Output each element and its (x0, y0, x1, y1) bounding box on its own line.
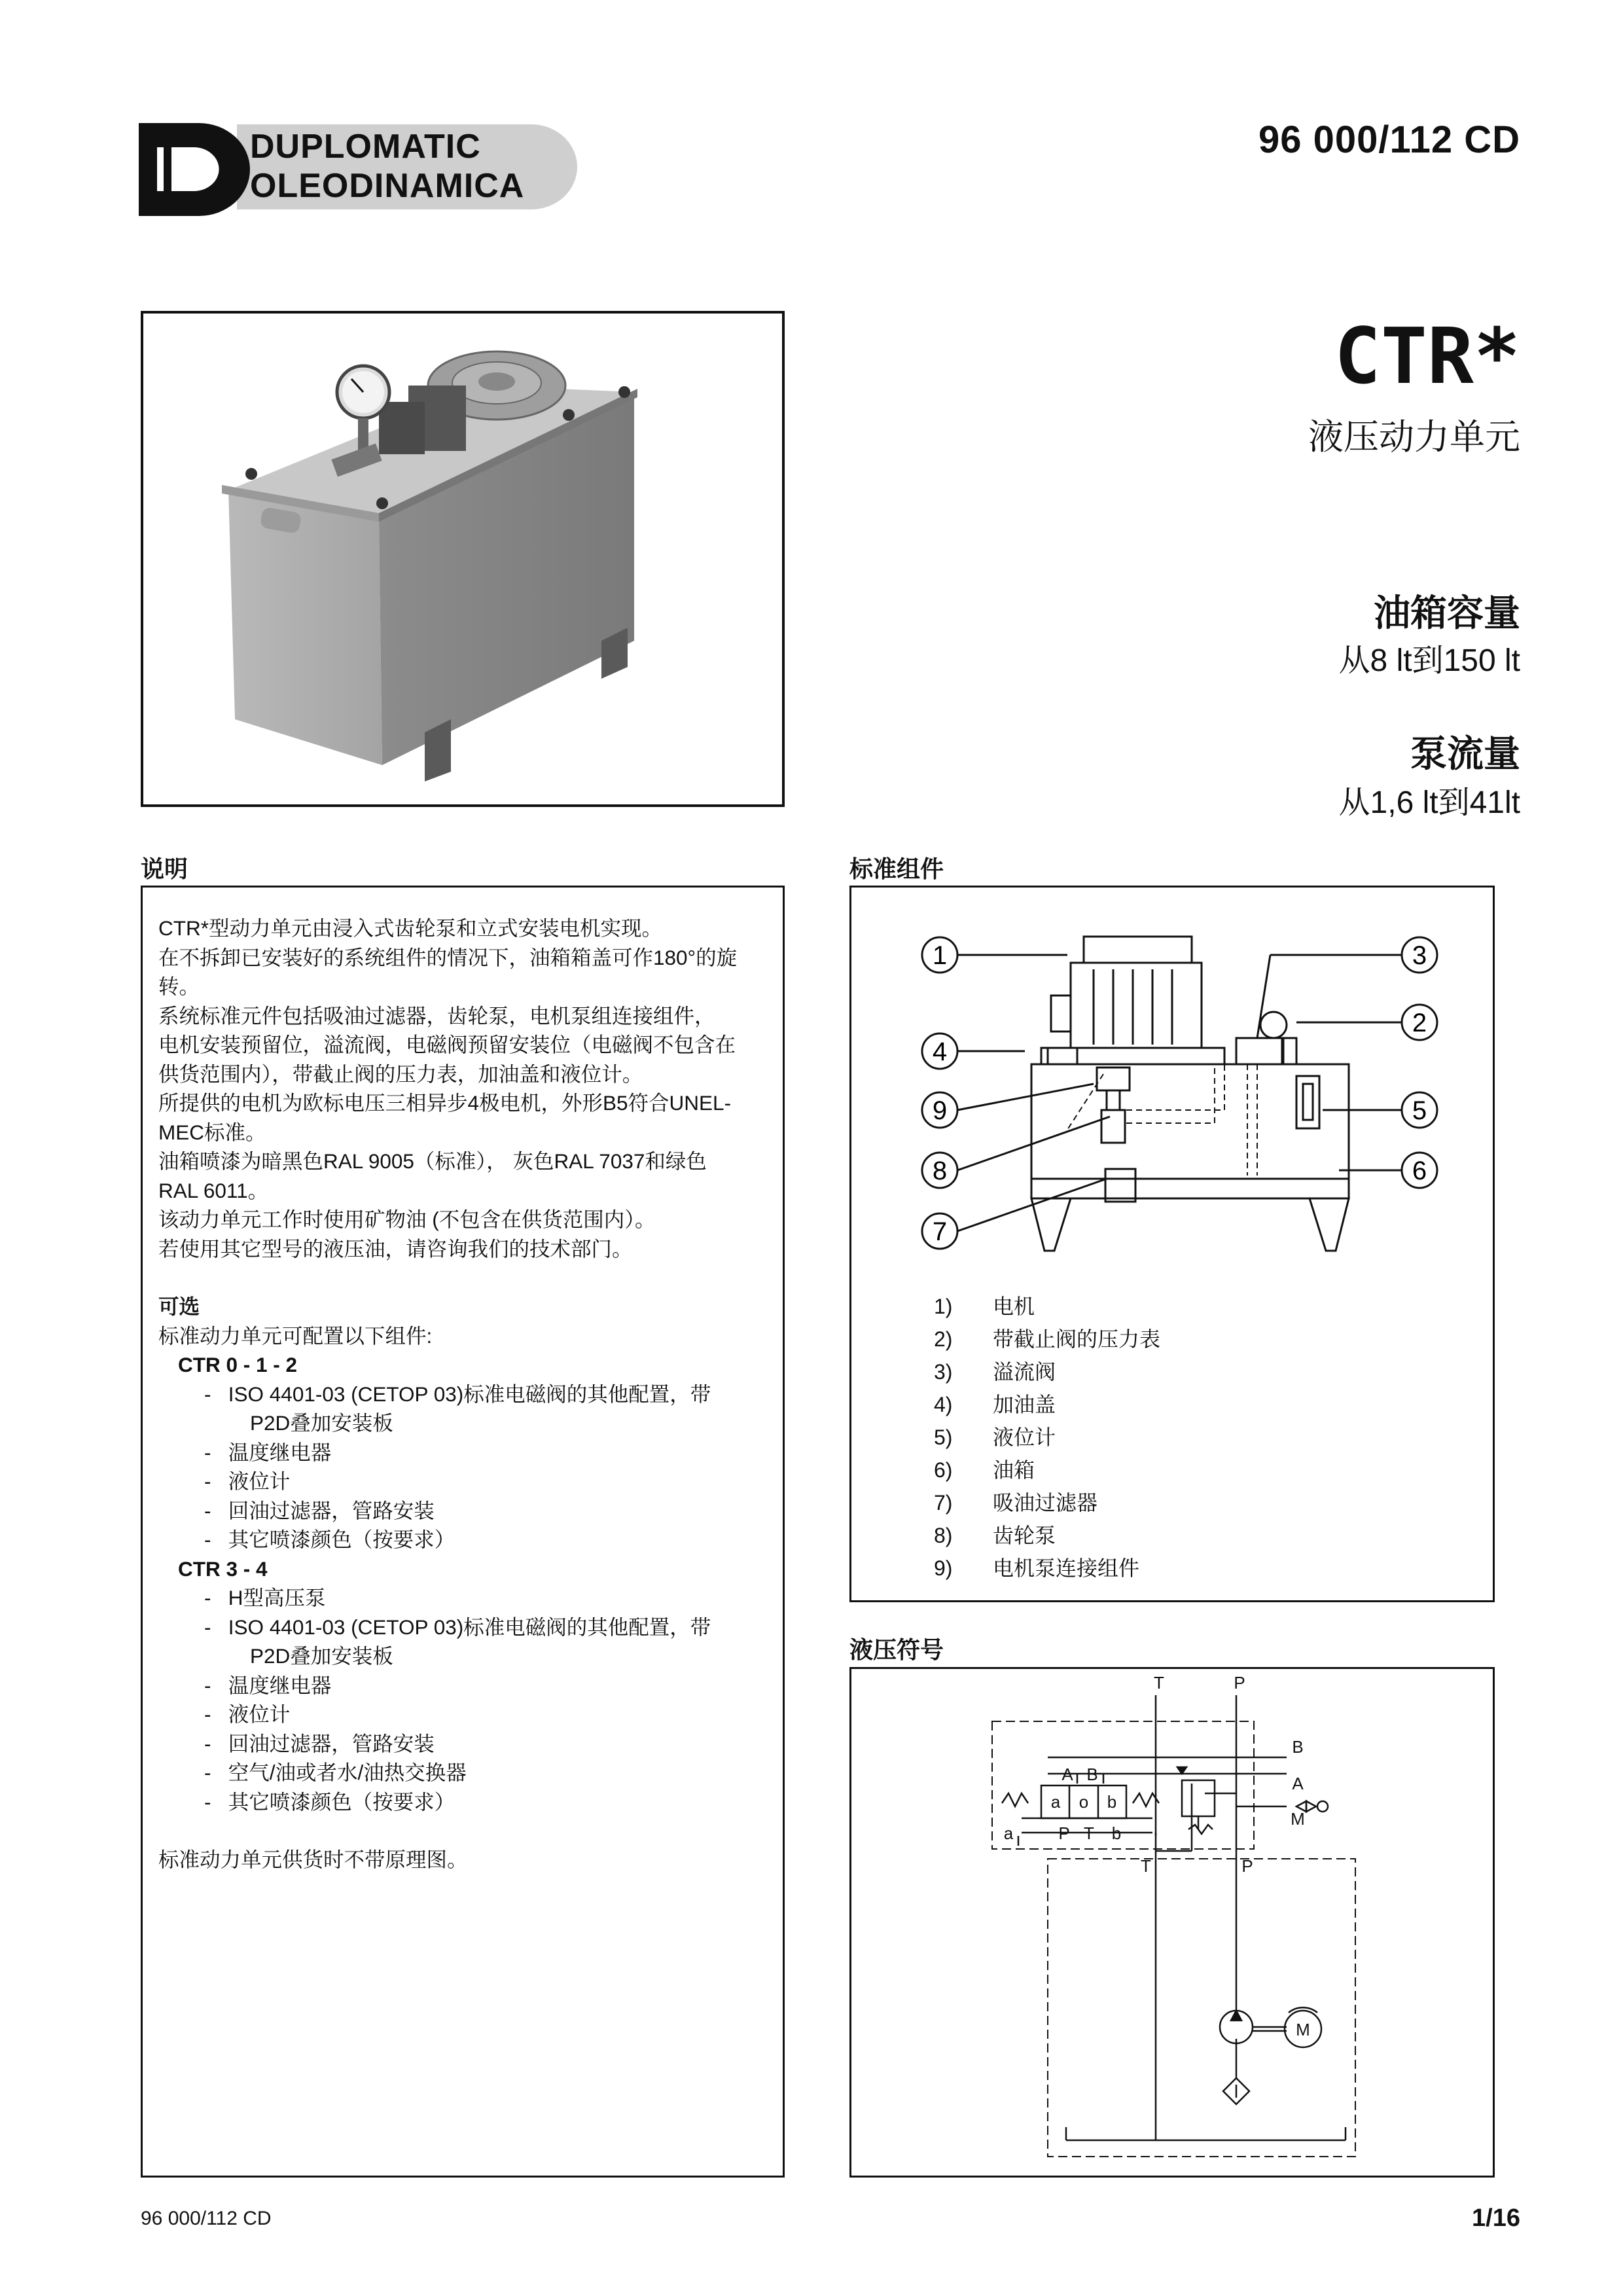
component-item: 2) 带截止阀的压力表 (934, 1327, 1161, 1351)
label-T-valve: T (1084, 1823, 1094, 1843)
callout-7: 7 (932, 1217, 948, 1246)
component-item: 5) 液位计 (934, 1426, 1056, 1449)
label-P-tank: P (1241, 1856, 1253, 1876)
label-P-top: P (1234, 1673, 1245, 1693)
option-group-title: CTR 3 - 4 (178, 1556, 268, 1581)
callout-6: 6 (1412, 1157, 1427, 1185)
symbol-heading: 液压符号 (849, 1636, 944, 1663)
tank-capacity-value: 从8 lt到150 lt (1338, 643, 1520, 678)
option-item-cont: P2D叠加安装板 (250, 1411, 393, 1435)
label-b-2: b (1111, 1823, 1122, 1843)
callout-9: 9 (932, 1096, 948, 1125)
option-item-cont: P2D叠加安装板 (250, 1644, 393, 1668)
desc-line: RAL 6011。 (158, 1178, 269, 1202)
desc-line: 所提供的电机为欧标电压三相异步4极电机，外形B5符合UNEL- (158, 1091, 732, 1115)
option-item: - ISO 4401-03 (CETOP 03)标准电磁阀的其他配置，带 (204, 1615, 711, 1639)
footer-doc-code: 96 000/112 CD (141, 2208, 272, 2229)
label-B-valve: B (1086, 1765, 1098, 1784)
label-A-valve: A (1061, 1765, 1073, 1784)
document-code: 96 000/112 CD (1258, 118, 1520, 161)
desc-line: 若使用其它型号的液压油，请咨询我们的技术部门。 (158, 1236, 633, 1261)
description-box (141, 886, 785, 2178)
product-subtitle: 液压动力单元 (1308, 418, 1520, 457)
page-number: 1/16 (1472, 2204, 1520, 2232)
product-photo (141, 311, 785, 807)
desc-line: 该动力单元工作时使用矿物油 (不包含在供货范围内）。 (158, 1208, 656, 1231)
closing-note: 标准动力单元供货时不带原理图。 (158, 1848, 468, 1871)
tank-capacity-label: 油箱容量 (1374, 592, 1520, 634)
components-list (934, 1290, 1160, 1585)
brand-line-2: OLEODINAMICA (250, 167, 525, 205)
option-item: - 其它喷漆颜色（按要求） (204, 1528, 455, 1551)
label-T-tank: T (1141, 1856, 1151, 1876)
component-item: 6) 油箱 (934, 1458, 1035, 1482)
desc-line: 系统标准元件包括吸油过滤器，齿轮泵，电机泵组连接组件， (158, 1003, 715, 1028)
hydraulic-schematic (851, 1669, 1493, 2176)
label-P-valve: P (1058, 1823, 1070, 1843)
label-a-1: a (1050, 1792, 1061, 1812)
desc-line: 在不拆卸已安装好的系统组件的情况下，油箱箱盖可作180°的旋 (158, 945, 738, 969)
component-item: 9) 电机泵连接组件 (934, 1556, 1140, 1580)
option-item: - 回油过滤器，管路安装 (204, 1498, 435, 1522)
brand-line-1: DUPLOMATIC (250, 128, 481, 166)
label-o: o (1079, 1792, 1089, 1812)
option-item: - 回油过滤器，管路安装 (204, 1731, 435, 1755)
callout-4: 4 (932, 1037, 948, 1066)
product-name: CTR* (1334, 311, 1520, 401)
option-item: - 液位计 (204, 1702, 291, 1726)
hydraulic-symbol-box (849, 1667, 1495, 2178)
option-item: - 空气/油或者水/油热交换器 (204, 1761, 467, 1784)
component-item: 8) 齿轮泵 (934, 1524, 1056, 1547)
callout-8: 8 (932, 1157, 948, 1185)
pump-flow-label: 泵流量 (1410, 733, 1520, 774)
option-item: - H型高压泵 (204, 1586, 326, 1609)
component-item: 1) 电机 (934, 1295, 1035, 1318)
desc-line: CTR*型动力单元由浸入式齿轮泵和立式安装电机实现。 (158, 916, 662, 940)
callout-3: 3 (1412, 941, 1427, 970)
callout-1: 1 (932, 941, 948, 970)
desc-line: MEC标准。 (158, 1120, 266, 1144)
callout-5: 5 (1412, 1096, 1427, 1125)
callout-2: 2 (1412, 1009, 1427, 1037)
option-group-title: CTR 0 - 1 - 2 (178, 1353, 298, 1376)
option-item: - 液位计 (204, 1469, 291, 1493)
desc-line: 供货范围内），带截止阀的压力表，加油盖和液位计。 (158, 1062, 643, 1086)
label-A: A (1292, 1774, 1304, 1793)
component-item: 3) 溢流阀 (934, 1360, 1056, 1384)
component-item: 4) 加油盖 (934, 1393, 1056, 1416)
desc-line: 转。 (158, 975, 200, 998)
label-a-2: a (1003, 1823, 1014, 1843)
options-intro: 标准动力单元可配置以下组件: (158, 1323, 433, 1348)
label-b-1: b (1107, 1792, 1117, 1812)
option-item: - 其它喷漆颜色（按要求） (204, 1789, 455, 1814)
components-drawing (851, 888, 1493, 1280)
brand-logo (139, 118, 584, 216)
options-heading: 可选 (158, 1295, 200, 1318)
description-heading: 说明 (141, 855, 188, 882)
label-B: B (1292, 1737, 1304, 1757)
label-motor: M (1296, 2020, 1310, 2039)
label-M-gauge: M (1291, 1809, 1305, 1829)
component-item: 7) 吸油过滤器 (934, 1491, 1098, 1515)
option-item: - 温度继电器 (204, 1440, 332, 1464)
option-item: - 温度继电器 (204, 1673, 332, 1697)
pump-flow-value: 从1,6 lt到41lt (1338, 785, 1520, 820)
desc-line: 油箱喷漆为暗黑色RAL 9005（标准）， 灰色RAL 7037和绿色 (158, 1149, 707, 1173)
components-heading: 标准组件 (849, 855, 944, 882)
components-box (849, 886, 1495, 1602)
desc-line: 电机安装预留位，溢流阀，电磁阀预留安装位（电磁阀不包含在 (158, 1033, 736, 1056)
option-item: - ISO 4401-03 (CETOP 03)标准电磁阀的其他配置，带 (204, 1382, 711, 1406)
label-T-top: T (1154, 1673, 1164, 1693)
